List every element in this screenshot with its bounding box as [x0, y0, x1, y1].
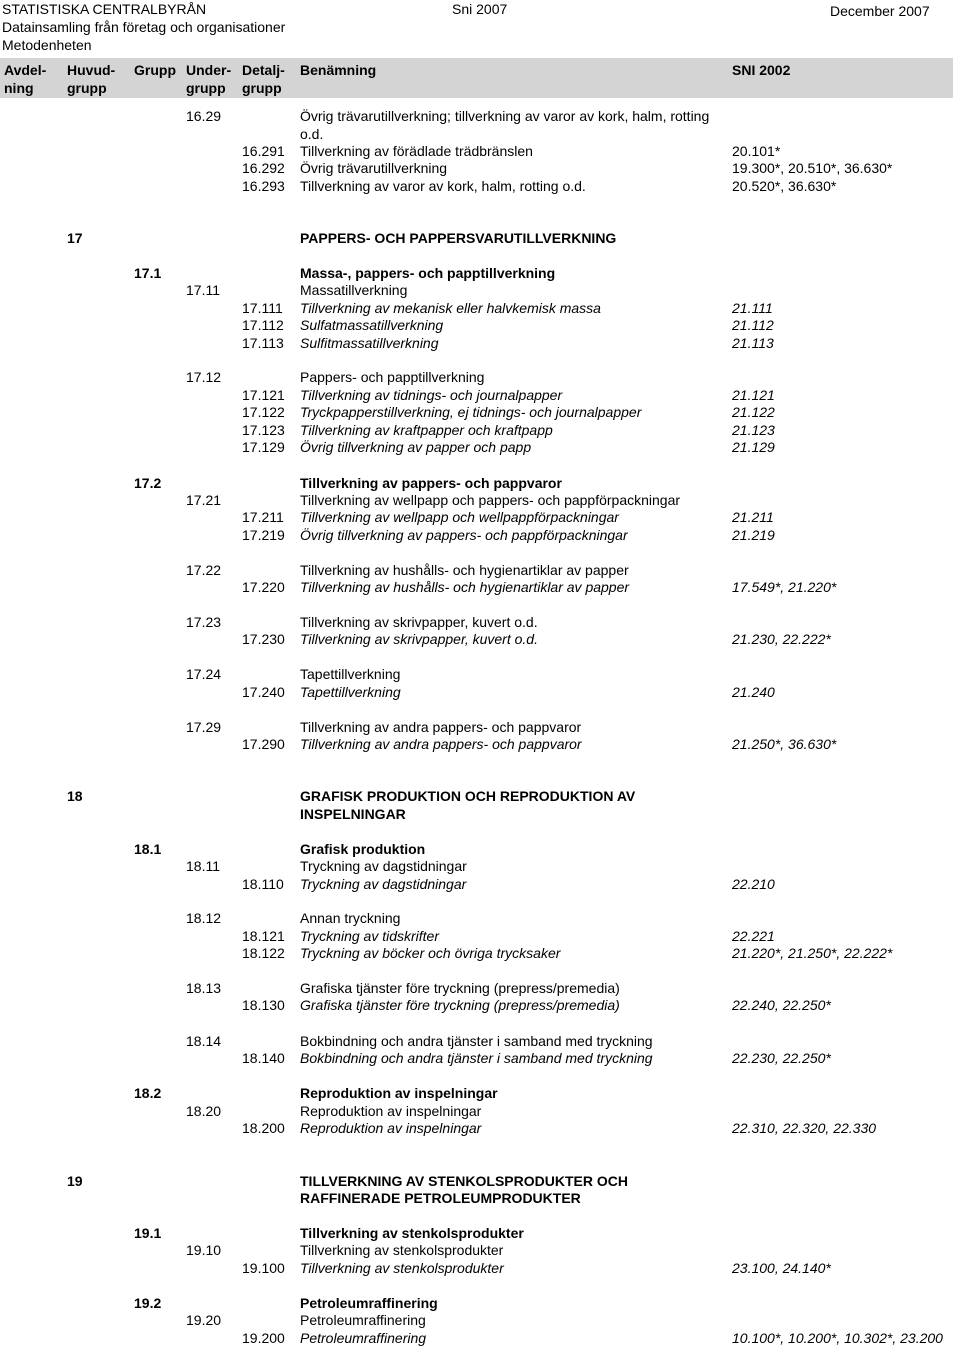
row-sni-2002: 21.129 — [732, 439, 775, 455]
row-code: 17.2 — [134, 475, 162, 491]
row-title: Tillverkning av skrivpapper, kuvert o.d. — [300, 631, 538, 647]
row-code: 17.111 — [242, 300, 283, 316]
table-row — [0, 178, 960, 196]
row-sni-2002: 23.100, 24.140* — [732, 1260, 831, 1276]
header-subtitle-2: Metodenheten — [2, 37, 92, 53]
row-code: 18.11 — [186, 858, 220, 874]
col-detalj-1: Detalj- — [242, 62, 285, 78]
table-row — [0, 404, 960, 422]
table-row — [0, 1173, 960, 1191]
table-row — [0, 1242, 960, 1260]
row-code: 18.130 — [242, 997, 285, 1013]
row-sni-2002: 21.121 — [732, 387, 775, 403]
row-sni-2002: 22.310, 22.320, 22.330 — [732, 1120, 877, 1136]
row-sni-2002: 21.122 — [732, 404, 775, 420]
row-code: 17 — [67, 230, 83, 246]
col-grupp: Grupp — [134, 62, 176, 78]
row-code: 17.123 — [242, 422, 285, 438]
row-title: Reproduktion av inspelningar — [300, 1120, 482, 1136]
row-code: 19.200 — [242, 1330, 285, 1346]
table-row — [0, 579, 960, 597]
row-title: Sulfatmassatillverkning — [300, 317, 444, 333]
row-code: 19.20 — [186, 1312, 222, 1328]
row-code: 16.292 — [242, 160, 285, 176]
table-row — [0, 108, 960, 126]
table-row — [0, 317, 960, 335]
table-row — [0, 666, 960, 684]
col-under-1: Under- — [186, 62, 232, 78]
row-title: Tillverkning av wellpapp och pappers- och pappförpackningar — [300, 492, 681, 508]
row-code: 18.13 — [186, 980, 222, 996]
row-sni-2002: 22.240, 22.250* — [732, 997, 831, 1013]
row-title: Reproduktion av inspelningar — [300, 1085, 498, 1101]
row-code: 17.11 — [186, 282, 220, 298]
row-sni-2002: 21.250*, 36.630* — [732, 736, 837, 752]
row-code: 17.220 — [242, 579, 285, 595]
row-sni-2002: 21.123 — [732, 422, 775, 438]
row-code: 17.230 — [242, 631, 285, 647]
table-row — [0, 1050, 960, 1068]
row-sni-2002: 21.230, 22.222* — [732, 631, 831, 647]
col-sni-2002: SNI 2002 — [732, 62, 791, 78]
row-title: Tillverkning av wellpapp och wellpappförpackningar — [300, 509, 619, 525]
header-date: December 2007 — [830, 3, 930, 19]
row-code: 17.113 — [242, 335, 284, 351]
row-title: Massa-, pappers- och papptillverkning — [300, 265, 556, 281]
row-title: Sulfitmassatillverkning — [300, 335, 439, 351]
row-title: Övrig trävarutillverkning; tillverkning av varor av kork, halm, rotting — [300, 108, 710, 124]
row-title: Bokbindning och andra tjänster i samband med tryckning — [300, 1050, 653, 1066]
row-code: 18.200 — [242, 1120, 285, 1136]
table-row — [0, 282, 960, 300]
row-title: Tillverkning av förädlade trädbränslen — [300, 143, 533, 159]
row-sni-2002: 21.113 — [732, 335, 774, 351]
table-row — [0, 614, 960, 632]
row-code: 17.12 — [186, 369, 222, 385]
table-row — [0, 997, 960, 1015]
header-subtitle-1: Datainsamling från företag och organisationer — [2, 19, 286, 35]
table-row — [0, 527, 960, 545]
row-code: 19.100 — [242, 1260, 285, 1276]
row-code: 18.140 — [242, 1050, 285, 1066]
col-benamning: Benämning — [300, 62, 377, 78]
row-code: 17.22 — [186, 562, 222, 578]
row-code: 17.24 — [186, 666, 222, 682]
row-title: Tillverkning av hushålls- och hygienartiklar av papper — [300, 579, 630, 595]
row-title: GRAFISK PRODUKTION OCH REPRODUKTION AV — [300, 788, 636, 804]
row-title: Tillverkning av tidnings- och journalpapper — [300, 387, 563, 403]
row-code: 16.293 — [242, 178, 285, 194]
row-title: PAPPERS- OCH PAPPERSVARUTILLVERKNING — [300, 230, 617, 246]
row-code: 17.290 — [242, 736, 285, 752]
row-title: Övrig trävarutillverkning — [300, 160, 448, 176]
row-title: Grafisk produktion — [300, 841, 426, 857]
row-code: 18.2 — [134, 1085, 162, 1101]
table-row — [0, 876, 960, 894]
row-code: 19 — [67, 1173, 83, 1189]
row-sni-2002: 17.549*, 21.220* — [732, 579, 837, 595]
row-title: Tillverkning av stenkolsprodukter — [300, 1225, 524, 1241]
table-row — [0, 509, 960, 527]
table-row — [0, 1225, 960, 1243]
row-code: 18.121 — [242, 928, 285, 944]
table-row — [0, 1260, 960, 1278]
row-code: 18.20 — [186, 1103, 222, 1119]
table-row — [0, 1085, 960, 1103]
row-code: 18.1 — [134, 841, 162, 857]
row-sni-2002: 22.221 — [732, 928, 775, 944]
row-title: Petroleumraffinering — [300, 1295, 438, 1311]
row-title: Tapettillverkning — [300, 666, 401, 682]
table-row — [0, 788, 960, 806]
row-title: Tillverkning av stenkolsprodukter — [300, 1260, 504, 1276]
row-code: 18.122 — [242, 945, 285, 961]
row-title: Tillverkning av skrivpapper, kuvert o.d. — [300, 614, 538, 630]
table-row — [0, 126, 960, 144]
table-row — [0, 492, 960, 510]
table-row — [0, 439, 960, 457]
table-row — [0, 1033, 960, 1051]
row-title: Tryckning av dagstidningar — [300, 858, 467, 874]
table-row — [0, 562, 960, 580]
table-row — [0, 1312, 960, 1330]
row-title: Petroleumraffinering — [300, 1312, 426, 1328]
row-code: 17.23 — [186, 614, 222, 630]
row-title: Tillverkning av andra pappers- och pappvaror — [300, 719, 582, 735]
row-title: Tapettillverkning — [300, 684, 401, 700]
row-title: Tillverkning av kraftpapper och kraftpapp — [300, 422, 553, 438]
row-title: Övrig tillverkning av pappers- och pappförpackningar — [300, 527, 628, 543]
table-row — [0, 1330, 960, 1348]
row-sni-2002: 21.112 — [732, 317, 774, 333]
table-row — [0, 719, 960, 737]
col-under-2: grupp — [186, 80, 226, 96]
row-sni-2002: 22.210 — [732, 876, 775, 892]
table-row — [0, 1120, 960, 1138]
org-name: STATISTISKA CENTRALBYRÅN — [2, 1, 207, 17]
row-title: Tillverkning av andra pappers- och pappvaror — [300, 736, 582, 752]
row-title: Petroleumraffinering — [300, 1330, 427, 1346]
table-row — [0, 160, 960, 178]
table-row — [0, 980, 960, 998]
row-sni-2002: 21.220*, 21.250*, 22.222* — [732, 945, 893, 961]
table-row — [0, 369, 960, 387]
row-sni-2002: 21.111 — [732, 300, 773, 316]
row-sni-2002: 21.219 — [732, 527, 775, 543]
table-row — [0, 910, 960, 928]
row-title: Tillverkning av pappers- och pappvaror — [300, 475, 562, 491]
row-title: Grafiska tjänster före tryckning (prepress/premedia) — [300, 980, 620, 996]
table-row — [0, 736, 960, 754]
table-row — [0, 1190, 960, 1208]
table-row — [0, 806, 960, 824]
row-code: 19.10 — [186, 1242, 222, 1258]
row-title: Övrig tillverkning av papper och papp — [300, 439, 532, 455]
row-code: 19.2 — [134, 1295, 162, 1311]
row-sni-2002: 21.240 — [732, 684, 775, 700]
row-code: 17.219 — [242, 527, 285, 543]
row-code: 17.29 — [186, 719, 222, 735]
table-row — [0, 684, 960, 702]
row-title: Tillverkning av stenkolsprodukter — [300, 1242, 504, 1258]
row-title: Tillverkning av hushålls- och hygienartiklar av papper — [300, 562, 629, 578]
table-row — [0, 230, 960, 248]
standard-label: Sni 2007 — [452, 1, 508, 17]
table-row — [0, 387, 960, 405]
row-code: 17.122 — [242, 404, 285, 420]
row-code: 17.211 — [242, 509, 284, 525]
row-title: RAFFINERADE PETROLEUMPRODUKTER — [300, 1190, 581, 1206]
row-code: 18 — [67, 788, 83, 804]
row-title: Tillverkning av mekanisk eller halvkemisk massa — [300, 300, 601, 316]
row-code: 17.21 — [186, 492, 222, 508]
row-title: TILLVERKNING AV STENKOLSPRODUKTER OCH — [300, 1173, 628, 1189]
row-title: Pappers- och papptillverkning — [300, 369, 485, 385]
table-row — [0, 300, 960, 318]
row-code: 17.121 — [242, 387, 285, 403]
row-title: Grafiska tjänster före tryckning (prepress/premedia) — [300, 997, 620, 1013]
table-row — [0, 335, 960, 353]
table-row — [0, 631, 960, 649]
row-title: Reproduktion av inspelningar — [300, 1103, 482, 1119]
col-avdel-1: Avdel- — [4, 62, 47, 78]
col-huvud-1: Huvud- — [67, 62, 116, 78]
row-sni-2002: 22.230, 22.250* — [732, 1050, 831, 1066]
row-code: 19.1 — [134, 1225, 162, 1241]
row-code: 17.129 — [242, 439, 285, 455]
row-code: 17.1 — [134, 265, 162, 281]
row-title: Bokbindning och andra tjänster i samband med tryckning — [300, 1033, 653, 1049]
row-code: 17.240 — [242, 684, 285, 700]
row-code: 18.14 — [186, 1033, 222, 1049]
row-sni-2002: 21.211 — [732, 509, 774, 525]
table-row — [0, 841, 960, 859]
table-row — [0, 143, 960, 161]
row-title: Tillverkning av varor av kork, halm, rotting o.d. — [300, 178, 586, 194]
table-row — [0, 1103, 960, 1121]
table-row — [0, 265, 960, 283]
row-title: INSPELNINGAR — [300, 806, 406, 822]
col-detalj-2: grupp — [242, 80, 282, 96]
row-title: Tryckning av tidskrifter — [300, 928, 439, 944]
table-row — [0, 422, 960, 440]
row-title: o.d. — [300, 126, 324, 142]
row-sni-2002: 20.101* — [732, 143, 781, 159]
table-row — [0, 928, 960, 946]
row-code: 18.110 — [242, 876, 284, 892]
row-title: Massatillverkning — [300, 282, 408, 298]
col-huvud-2: grupp — [67, 80, 107, 96]
table-row — [0, 1295, 960, 1313]
row-code: 16.291 — [242, 143, 285, 159]
table-row — [0, 858, 960, 876]
row-code: 17.112 — [242, 317, 284, 333]
row-title: Tryckpapperstillverkning, ej tidnings- och journalpapper — [300, 404, 642, 420]
row-sni-2002: 20.520*, 36.630* — [732, 178, 837, 194]
col-avdel-2: ning — [4, 80, 34, 96]
row-title: Tryckning av dagstidningar — [300, 876, 467, 892]
row-code: 18.12 — [186, 910, 222, 926]
row-title: Tryckning av böcker och övriga trycksaker — [300, 945, 561, 961]
row-title: Annan tryckning — [300, 910, 401, 926]
row-code: 16.29 — [186, 108, 222, 124]
row-sni-2002: 19.300*, 20.510*, 36.630* — [732, 160, 893, 176]
table-row — [0, 475, 960, 493]
row-sni-2002: 10.100*, 10.200*, 10.302*, 23.200 — [732, 1330, 943, 1346]
table-row — [0, 945, 960, 963]
